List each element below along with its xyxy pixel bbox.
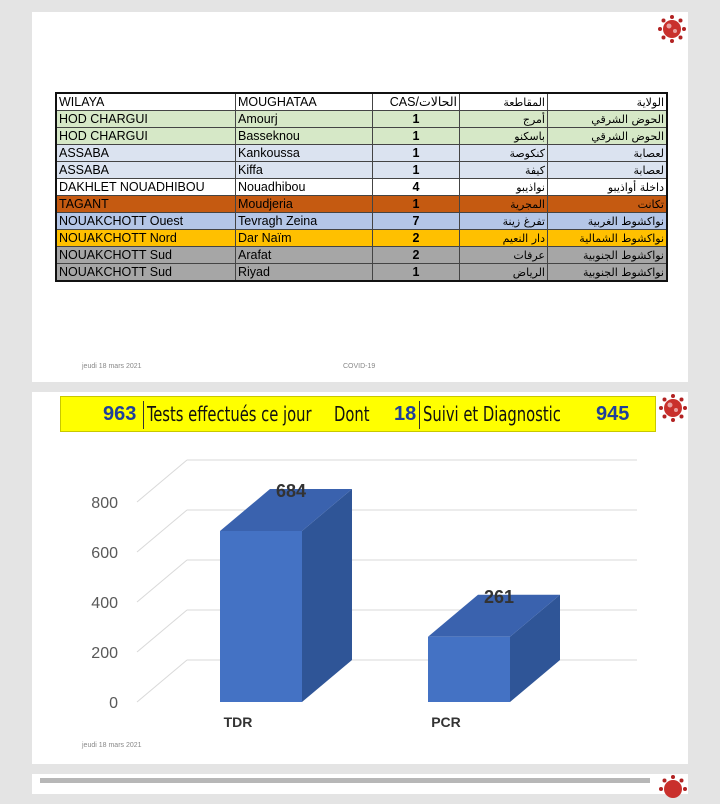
gridline-depth: [137, 660, 187, 702]
gridline-depth: [137, 560, 187, 602]
footer-date: jeudi 18 mars 2021: [82, 742, 142, 749]
cell-wilaya-ar: الحوض الشرقي: [548, 111, 668, 128]
table-row: [56, 128, 667, 145]
header-moughataa: MOUGHATAA: [236, 93, 373, 111]
header-moughataa-ar: المقاطعة: [460, 93, 548, 111]
cell-wilaya-ar: نواكشوط الجنوبية: [548, 247, 668, 264]
cell-wilaya-ar: نواكشوط الجنوبية: [548, 264, 668, 282]
banner-total: 963: [103, 403, 137, 425]
cell-cas: 7: [373, 213, 460, 230]
table-header-row: [56, 93, 667, 111]
cell-wilaya: NOUAKCHOTT Nord: [56, 230, 236, 247]
cell-moughataa: Moudjeria: [236, 196, 373, 213]
y-tick-label: 200: [91, 645, 118, 662]
table-row: [56, 213, 667, 230]
cell-wilaya: HOD CHARGUI: [56, 128, 236, 145]
banner-divider: [143, 401, 144, 429]
cell-wilaya: NOUAKCHOTT Sud: [56, 264, 236, 282]
cell-wilaya-ar: تكانت: [548, 196, 668, 213]
coronavirus-icon: [658, 393, 688, 423]
tests-bar-chart: [32, 432, 688, 742]
cell-moughataa: Tevragh Zeina: [236, 213, 373, 230]
cell-moughataa-ar: كنكوصة: [460, 145, 548, 162]
cell-moughataa: Arafat: [236, 247, 373, 264]
gridline-depth: [137, 510, 187, 552]
banner-total-text: Tests effectués ce jour: [147, 402, 312, 426]
footer-date: jeudi 18 mars 2021: [82, 363, 142, 370]
gridline-depth: [137, 460, 187, 502]
table-row: [56, 111, 667, 128]
coronavirus-icon: [657, 14, 687, 44]
x-tick-label: TDR: [223, 714, 253, 730]
table-row: [56, 145, 667, 162]
bar: [428, 637, 510, 702]
x-tick-label: PCR: [431, 714, 461, 730]
banner-diagnostic: 945: [596, 403, 630, 425]
table-row: [56, 230, 667, 247]
slide-header-bar: [40, 778, 650, 783]
cell-moughataa: Kiffa: [236, 162, 373, 179]
cell-moughataa-ar: عرفات: [460, 247, 548, 264]
table-row: [56, 247, 667, 264]
cell-wilaya-ar: داخلة أواذيبو: [548, 179, 668, 196]
cell-cas: 1: [373, 111, 460, 128]
cell-cas: 1: [373, 128, 460, 145]
cases-table: [55, 92, 668, 282]
gridline-depth: [137, 610, 187, 652]
bar: [220, 531, 302, 702]
cell-moughataa: Nouadhibou: [236, 179, 373, 196]
cell-wilaya: ASSABA: [56, 162, 236, 179]
slide-cases-table: [32, 12, 688, 382]
cell-moughataa-ar: الرياض: [460, 264, 548, 282]
cell-cas: 1: [373, 264, 460, 282]
cell-moughataa: Basseknou: [236, 128, 373, 145]
cell-moughataa-ar: أمرج: [460, 111, 548, 128]
header-wilaya-ar: الولاية: [548, 93, 668, 111]
cell-wilaya: ASSABA: [56, 145, 236, 162]
cell-cas: 1: [373, 162, 460, 179]
slide-next-partial: [32, 774, 688, 794]
header-cas: CAS/الحالات: [373, 93, 460, 111]
cell-cas: 1: [373, 145, 460, 162]
y-tick-label: 600: [91, 545, 118, 562]
cell-cas: 1: [373, 196, 460, 213]
cell-cas: 2: [373, 247, 460, 264]
cell-wilaya-ar: نواكشوط الشمالية: [548, 230, 668, 247]
banner-divider: [419, 401, 420, 429]
cell-moughataa: Dar Naïm: [236, 230, 373, 247]
cell-moughataa: Riyad: [236, 264, 373, 282]
y-tick-label: 400: [91, 595, 118, 612]
cell-moughataa: Amourj: [236, 111, 373, 128]
data-label: 684: [275, 481, 307, 501]
y-tick-label: 800: [91, 495, 118, 512]
cell-wilaya: DAKHLET NOUADHIBOU: [56, 179, 236, 196]
footer-topic: COVID-19: [343, 363, 376, 370]
cell-moughataa-ar: تفرغ زينة: [460, 213, 548, 230]
cell-wilaya: NOUAKCHOTT Ouest: [56, 213, 236, 230]
banner-suivi-text: Suivi et Diagnostic: [423, 402, 561, 426]
cell-cas: 2: [373, 230, 460, 247]
cell-moughataa: Kankoussa: [236, 145, 373, 162]
table-row: [56, 162, 667, 179]
cell-wilaya-ar: نواكشوط الغربية: [548, 213, 668, 230]
cell-moughataa-ar: باسكنو: [460, 128, 548, 145]
banner-suivi: 18: [394, 403, 417, 425]
cell-wilaya: HOD CHARGUI: [56, 111, 236, 128]
tests-banner: [60, 396, 656, 432]
header-wilaya: WILAYA: [56, 93, 236, 111]
y-tick-label: 0: [109, 695, 118, 712]
cell-moughataa-ar: نواذيبو: [460, 179, 548, 196]
cell-wilaya-ar: لعصابة: [548, 145, 668, 162]
slide-tests-chart: [32, 392, 688, 764]
cell-wilaya: NOUAKCHOTT Sud: [56, 247, 236, 264]
table-row: [56, 196, 667, 213]
cell-cas: 4: [373, 179, 460, 196]
cell-moughataa-ar: كيفة: [460, 162, 548, 179]
table-row: [56, 264, 667, 282]
table-row: [56, 179, 667, 196]
coronavirus-icon: [658, 774, 688, 804]
banner-dont-text: Dont: [334, 402, 370, 426]
cell-wilaya: TAGANT: [56, 196, 236, 213]
data-label: 261: [483, 586, 515, 607]
cell-moughataa-ar: دار النعيم: [460, 230, 548, 247]
cell-moughataa-ar: المجرية: [460, 196, 548, 213]
cell-wilaya-ar: الحوض الشرقي: [548, 128, 668, 145]
cell-wilaya-ar: لعصابة: [548, 162, 668, 179]
